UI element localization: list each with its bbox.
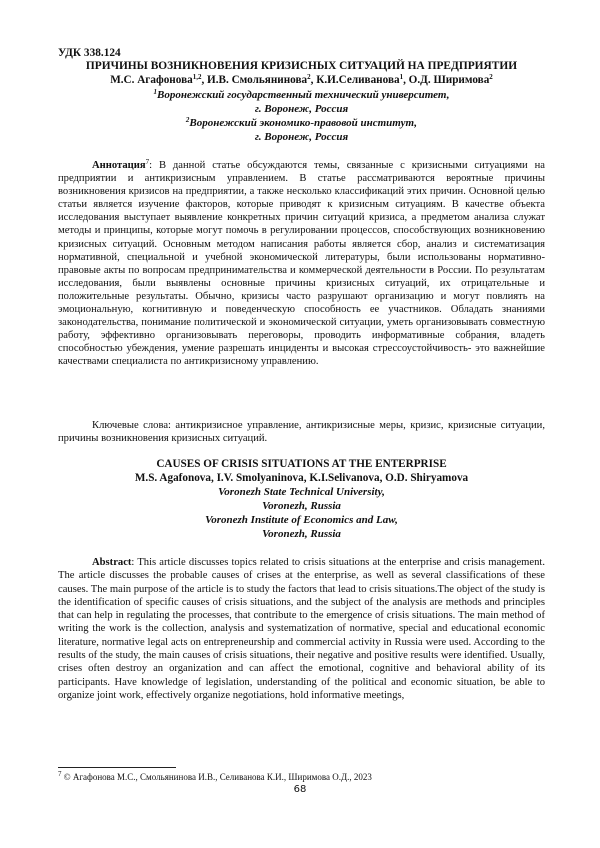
en-abstract-label: Abstract — [92, 557, 132, 568]
en-title: CAUSES OF CRISIS SITUATIONS AT THE ENTERPRISE — [156, 458, 447, 470]
ru-author-2-sup: 2 — [307, 73, 311, 81]
footnote-text: © Агафонова М.С., Смольянинова И.В., Селиванова К.И., Ширимова О.Д., 2023 — [61, 772, 372, 782]
en-abstract-text: : This article discusses topics related to crisis situations at the enterprise and crisis management. The article discusses the probable causes of crises at the enterprise, as well as several classifications of these causes. The main purpose of the article is to study the factors that lead to crisis situations.The object of the study is the identification of specific causes of crisis situations, and the subject of the analysis are methods and principles that can help in regulating the processes, that contribute to the emergence of crisis situations. The main method of writing the work is the collection, analysis and systematization of normative, special and educational economic literature, normative legal acts on entrepreneurship and commercial activity in Russia were used. According to the results of the study, the main causes of crisis situations, their negative and positive results were identified. Usually, crises often destroy an organization and can affect the emotional, cognitive and behavioral ability of its participants. Have knowledge of legislation, understanding of the political and economic situation, be able to organize joint work, effectively organize negotiations, hold informative meetings, — [58, 557, 545, 701]
ru-author-3-sup: 1 — [399, 73, 404, 81]
ru-title: ПРИЧИНЫ ВОЗНИКНОВЕНИЯ КРИЗИСНЫХ СИТУАЦИЙ НА ПРЕДПРИЯТИИ — [85, 60, 518, 72]
ru-abstract-text: : В данной статье обсуждаются темы, связанные с кризисными ситуациями на предприятии и антикризисным управлением. В статье рассматриваются вероятные причины возникновения кризисов на предприятии, а также несколько классификаций этих причин. Основной целью статьи является изучение факторов, которые приводят к кризисным ситуациям. В качестве объекта исследования выступает выявление конкретных причин ситуаций кризиса, а предметом анализа служат методы и принципы, которые могут помочь в регулировании процессов, способствующих возникновению кризисных ситуаций. Основным методом написания работы является сбор, анализ и систематизация нормативной, специальной и учебной экономической литературы, были использованы нормативно-правовые акты по вопросам предпринимательства и коммерческой деятельности в России. По результатам исследования, были выявлены основные причины кризисных ситуаций, их отрицательные и положительные результаты. Обычно, кризисы часто разрушают организацию и могут повлиять на эмоциональную, когнитивную и поведенческую способность ее участников. Обладать знаниями законодательства, понимание политической и экономической ситуации, уметь организовывать совместную работу, эффективно организовывать переговоры, проводить информативные собрания, владеть способностью убеждения, умение разрешать инциденты и высокая стрессоустойчивость- это важнейшие качествами специалиста по антикризисному управлению. — [58, 160, 545, 368]
ru-affiliation-1-sup: 1 — [153, 88, 157, 96]
ru-author-2: , И.В. Смольянинова — [201, 74, 308, 86]
en-affiliation-1-city: Voronezh, Russia — [262, 500, 341, 512]
en-authors: M.S. Agafonova, I.V. Smolyaninova, K.I.Selivanova, O.D. Shiryamova — [134, 472, 469, 484]
ru-affiliation-2-city: г. Воронеж, Россия — [254, 131, 349, 143]
ru-affiliation-2 — [58, 117, 545, 130]
ru-author-4: , О.Д. Ширимова — [403, 74, 490, 86]
ru-affiliation-2-name: Воронежский экономико-правовой институт, — [189, 117, 418, 129]
ru-affiliation-2-sup: 2 — [185, 116, 190, 124]
ru-abstract — [58, 159, 545, 369]
ru-keywords: Ключевые слова: антикризисное управление, антикризисные меры, кризис, кризисные ситуации, причины возникновения кризисных ситуаций. — [58, 420, 545, 445]
ru-author-1: М.С. Агафонова — [110, 74, 193, 86]
en-abstract — [58, 556, 545, 702]
ru-affiliation-1-name: Воронежский государственный технический университет, — [156, 89, 450, 101]
page-number: 68 — [293, 784, 307, 795]
ru-author-3: , К.И.Селиванова — [310, 74, 400, 86]
ru-author-1-sup: 1,2 — [192, 73, 202, 81]
footnote-divider — [58, 767, 176, 768]
en-affiliation-2-name: Voronezh Institute of Economics and Law, — [205, 514, 398, 526]
ru-author-4-sup: 2 — [489, 73, 493, 81]
footnote — [58, 772, 372, 783]
ru-affiliation-1 — [58, 89, 545, 102]
ru-abstract-footnote-ref: 7 — [145, 158, 150, 166]
udk-code: УДК 338.124 — [58, 47, 121, 59]
ru-authors — [58, 74, 545, 87]
footnote-marker: 7 — [58, 770, 62, 778]
en-affiliation-2-city: Voronezh, Russia — [262, 528, 341, 540]
ru-abstract-label: Аннотация — [92, 160, 146, 171]
en-affiliation-1-name: Voronezh State Technical University, — [218, 486, 385, 498]
ru-affiliation-1-city: г. Воронеж, Россия — [254, 103, 349, 115]
